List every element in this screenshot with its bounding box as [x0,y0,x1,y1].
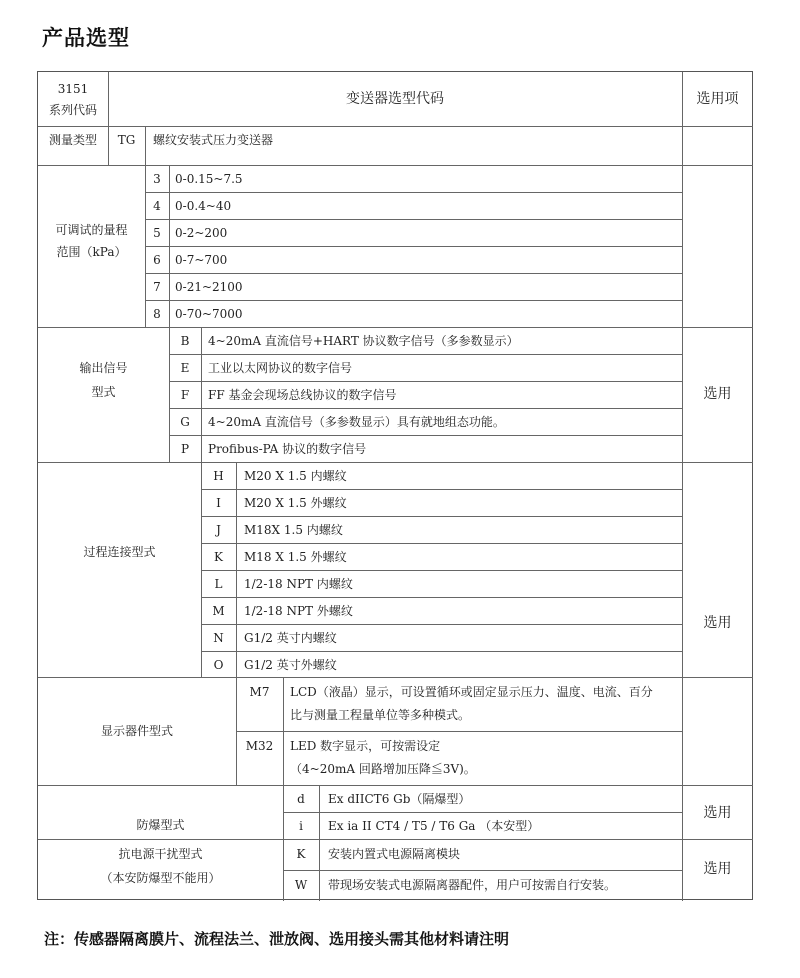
process-code: I [216,496,221,510]
option-header: 选用项 [696,91,739,107]
interference-option: 选用 [703,861,732,877]
explosion-code: i [299,819,303,833]
process-desc: M18X 1.5 内螺纹 [244,523,343,537]
display-desc: 比与测量工程量单位等多种模式。 [290,708,471,722]
output-code: G [180,415,190,429]
process-code: M [212,604,225,618]
interference-note: （本安防爆型不能用） [100,871,221,885]
output-code: F [180,388,190,402]
process-desc: M18 X 1.5 外螺纹 [244,550,347,564]
range-code: 3 [153,172,161,186]
process-desc: G1/2 英寸内螺纹 [244,631,337,645]
explosion-desc: Ex ia II CT4 / T5 / T6 Ga （本安型） [328,819,540,833]
interference-code: K [296,847,306,861]
range-code: 7 [153,280,161,294]
process-desc: 1/2-18 NPT 外螺纹 [244,604,353,618]
display-code: M32 [245,739,274,753]
interference-desc: 安装内置式电源隔离模块 [328,847,461,861]
interference-desc: 带现场安装式电源隔离器配件，用户可按需自行安装。 [328,878,617,892]
output-code: E [180,361,190,375]
series-number: 3151 [57,82,89,96]
range-desc: 0-2~200 [175,226,228,240]
range-desc: 0-0.15~7.5 [175,172,243,186]
output-code: P [180,442,190,456]
process-desc: 1/2-18 NPT 内螺纹 [244,577,353,591]
range-desc: 0-70~7000 [175,307,243,321]
range-code: 6 [153,253,161,267]
page-title: 产品选型 [42,26,130,50]
series-code-label: 系列代码 [48,103,97,117]
process-desc: G1/2 英寸外螺纹 [244,658,337,672]
footnote: 注：传感器隔离膜片、流程法兰、泄放阀、选用接头需其他材料请注明 [44,930,510,948]
interference-label: 抗电源干扰型式 [118,847,203,861]
selection-table [37,71,753,900]
display-code: M7 [249,685,270,699]
process-desc: M20 X 1.5 内螺纹 [244,469,347,483]
output-label: 输出信号 [79,361,128,375]
display-label: 显示器件型式 [100,724,173,738]
range-label: 可调试的量程 [55,223,128,237]
range-code: 4 [153,199,161,213]
range-code: 8 [153,307,161,321]
output-desc: 4~20mA 直流信号（多参数显示）具有就地组态功能。 [208,415,505,429]
explosion-option: 选用 [703,805,732,821]
process-desc: M20 X 1.5 外螺纹 [244,496,347,510]
display-desc: LCD（液晶）显示，可设置循环或固定显示压力、温度、电流、百分 [290,685,653,699]
range-desc: 0-0.4~40 [175,199,232,213]
range-desc: 0-21~2100 [175,280,243,294]
output-type-label: 型式 [91,385,116,399]
output-desc: Profibus-PA 协议的数字信号 [208,442,367,456]
measure-type-label: 测量类型 [48,133,97,147]
range-unit-label: 范围（kPa） [56,245,127,259]
interference-code: W [294,878,308,892]
process-code: N [213,631,224,645]
explosion-label: 防爆型式 [136,818,185,832]
process-label: 过程连接型式 [83,545,156,559]
process-option: 选用 [703,615,732,631]
display-desc: LED 数字显示，可按需设定 [290,739,441,753]
range-desc: 0-7~700 [175,253,228,267]
process-code: O [213,658,224,672]
output-option: 选用 [703,386,732,402]
display-desc: （4~20mA 回路增加压降≦3V)。 [290,762,476,776]
process-code: H [213,469,224,483]
explosion-desc: Ex dIICT6 Gb（隔爆型） [328,792,471,806]
output-desc: FF 基金会现场总线协议的数字信号 [208,388,397,402]
process-code: K [214,550,223,564]
process-code: L [214,577,223,591]
measure-desc: 螺纹安装式压力变送器 [153,133,274,147]
explosion-code: d [297,792,305,806]
output-code: B [180,334,190,348]
process-code: J [216,523,221,537]
range-code: 5 [153,226,161,240]
code-header: 变送器选型代码 [346,91,444,107]
output-desc: 4~20mA 直流信号+HART 协议数字信号（多参数显示） [208,334,519,348]
output-desc: 工业以太网协议的数字信号 [208,361,353,375]
measure-code: TG [117,133,136,147]
